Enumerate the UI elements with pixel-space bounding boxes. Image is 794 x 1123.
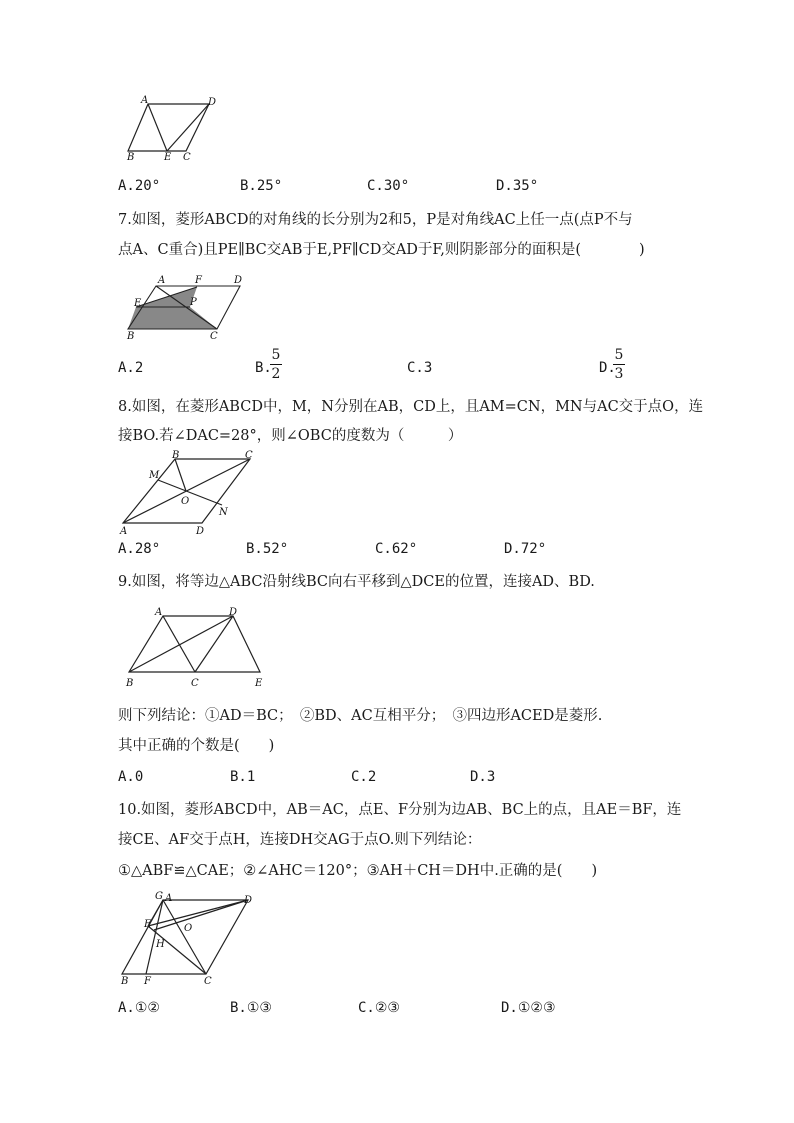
q7-label-b: B (127, 331, 135, 342)
fraction-numerator: 5 (614, 347, 624, 363)
q10-option-b[interactable]: B.①③ (230, 1000, 272, 1016)
q8-label-b: B (172, 450, 180, 461)
q9-text-line3: 其中正确的个数是( ) (118, 738, 275, 754)
q10-text-line2: 接CE、AF交于点H，连接DH交AG于点O.则下列结论： (118, 832, 482, 848)
q9-option-b[interactable]: B.1 (230, 769, 256, 785)
q7-label-f: F (195, 275, 202, 286)
q7-label-c: C (210, 331, 218, 342)
q10-label-e: E (144, 919, 152, 930)
q8-label-o: O (181, 496, 190, 507)
q6-option-a[interactable]: A.20° (118, 178, 161, 194)
q7-figure (122, 272, 252, 342)
fig6-label-b: B (127, 152, 135, 162)
q7-option-d[interactable]: D. (599, 360, 616, 376)
fig6-label-c: C (183, 152, 191, 162)
q10-label-o: O (184, 923, 193, 934)
q10-label-h: H (156, 939, 165, 950)
q8-label-d: D (196, 526, 205, 537)
q8-option-d[interactable]: D.72° (504, 541, 547, 557)
q7-option-c[interactable]: C.3 (407, 360, 433, 376)
q9-label-d: D (229, 607, 238, 618)
q10-label-g: G (155, 891, 163, 902)
q10-label-f: F (144, 976, 151, 987)
q10-label-b: B (121, 976, 129, 987)
q7-option-d-fraction (613, 347, 625, 382)
q9-figure (118, 600, 278, 692)
fraction-numerator: 5 (271, 347, 281, 363)
q7-option-a[interactable]: A.2 (118, 360, 144, 376)
q6-option-d[interactable]: D.35° (496, 178, 539, 194)
fraction-denominator: 3 (614, 366, 624, 382)
q7-label-p: P (190, 297, 197, 308)
q10-option-d[interactable]: D.①②③ (501, 1000, 556, 1016)
fig6-label-d: D (208, 97, 217, 108)
q10-label-c: C (204, 976, 212, 987)
fig6-label-a: A (141, 95, 149, 106)
q8-label-m: M (149, 470, 160, 481)
q9-label-e: E (255, 678, 263, 689)
q8-text-line1: 8.如图，在菱形ABCD中，M，N分别在AB，CD上，且AM=CN，MN与AC交于点O，连 (118, 399, 704, 415)
q7-label-a: A (158, 275, 166, 286)
q8-text-line2: 接BO.若∠DAC=28°，则∠OBC的度数为（ ） (118, 428, 463, 444)
q8-option-b[interactable]: B.52° (246, 541, 289, 557)
q10-label-d: D (244, 895, 253, 906)
q9-text-line2: 则下列结论：①AD＝BC； ②BD、AC互相平分； ③四边形ACED是菱形. (118, 708, 603, 724)
q10-text-line3: ①△ABF≌△CAE；②∠AHC＝120°；③AH＋CH＝DH中.正确的是( ) (118, 863, 598, 879)
q10-option-a[interactable]: A.①② (118, 1000, 160, 1016)
q10-text-line1: 10.如图，菱形ABCD中，AB＝AC，点E、F分别为边AB、BC上的点，且AE＝BF，连 (118, 802, 682, 818)
q9-label-a: A (155, 607, 163, 618)
q7-label-d: D (234, 275, 243, 286)
q8-figure (118, 450, 268, 538)
q8-label-a: A (120, 526, 128, 537)
q9-option-a[interactable]: A.0 (118, 769, 144, 785)
q7-label-e: E (134, 298, 142, 309)
q8-label-c: C (245, 450, 253, 461)
q7-text-line2: 点A、C重合)且PE∥BC交AB于E,PF∥CD交AD于F,则阴影部分的面积是( ) (118, 242, 645, 258)
q6-figure (122, 92, 232, 162)
q9-label-b: B (126, 678, 134, 689)
q7-option-b-fraction (270, 347, 282, 382)
q10-figure (118, 890, 263, 990)
q9-option-c[interactable]: C.2 (351, 769, 377, 785)
q8-label-n: N (219, 507, 228, 518)
q9-text-line1: 9.如图，将等边△ABC沿射线BC向右平移到△DCE的位置，连接AD、BD. (118, 574, 595, 590)
q10-label-a: A (165, 893, 173, 904)
q9-option-d[interactable]: D.3 (470, 769, 496, 785)
q10-option-c[interactable]: C.②③ (358, 1000, 400, 1016)
q6-option-c[interactable]: C.30° (367, 178, 410, 194)
fraction-denominator: 2 (271, 366, 281, 382)
q7-text-line1: 7.如图，菱形ABCD的对角线的长分别为2和5，P是对角线AC上任一点(点P不与 (118, 212, 633, 228)
q6-option-b[interactable]: B.25° (240, 178, 283, 194)
q9-label-c: C (191, 678, 199, 689)
q7-option-b[interactable]: B. (255, 360, 272, 376)
q8-option-a[interactable]: A.28° (118, 541, 161, 557)
fig6-label-e: E (164, 152, 172, 162)
q8-option-c[interactable]: C.62° (375, 541, 418, 557)
